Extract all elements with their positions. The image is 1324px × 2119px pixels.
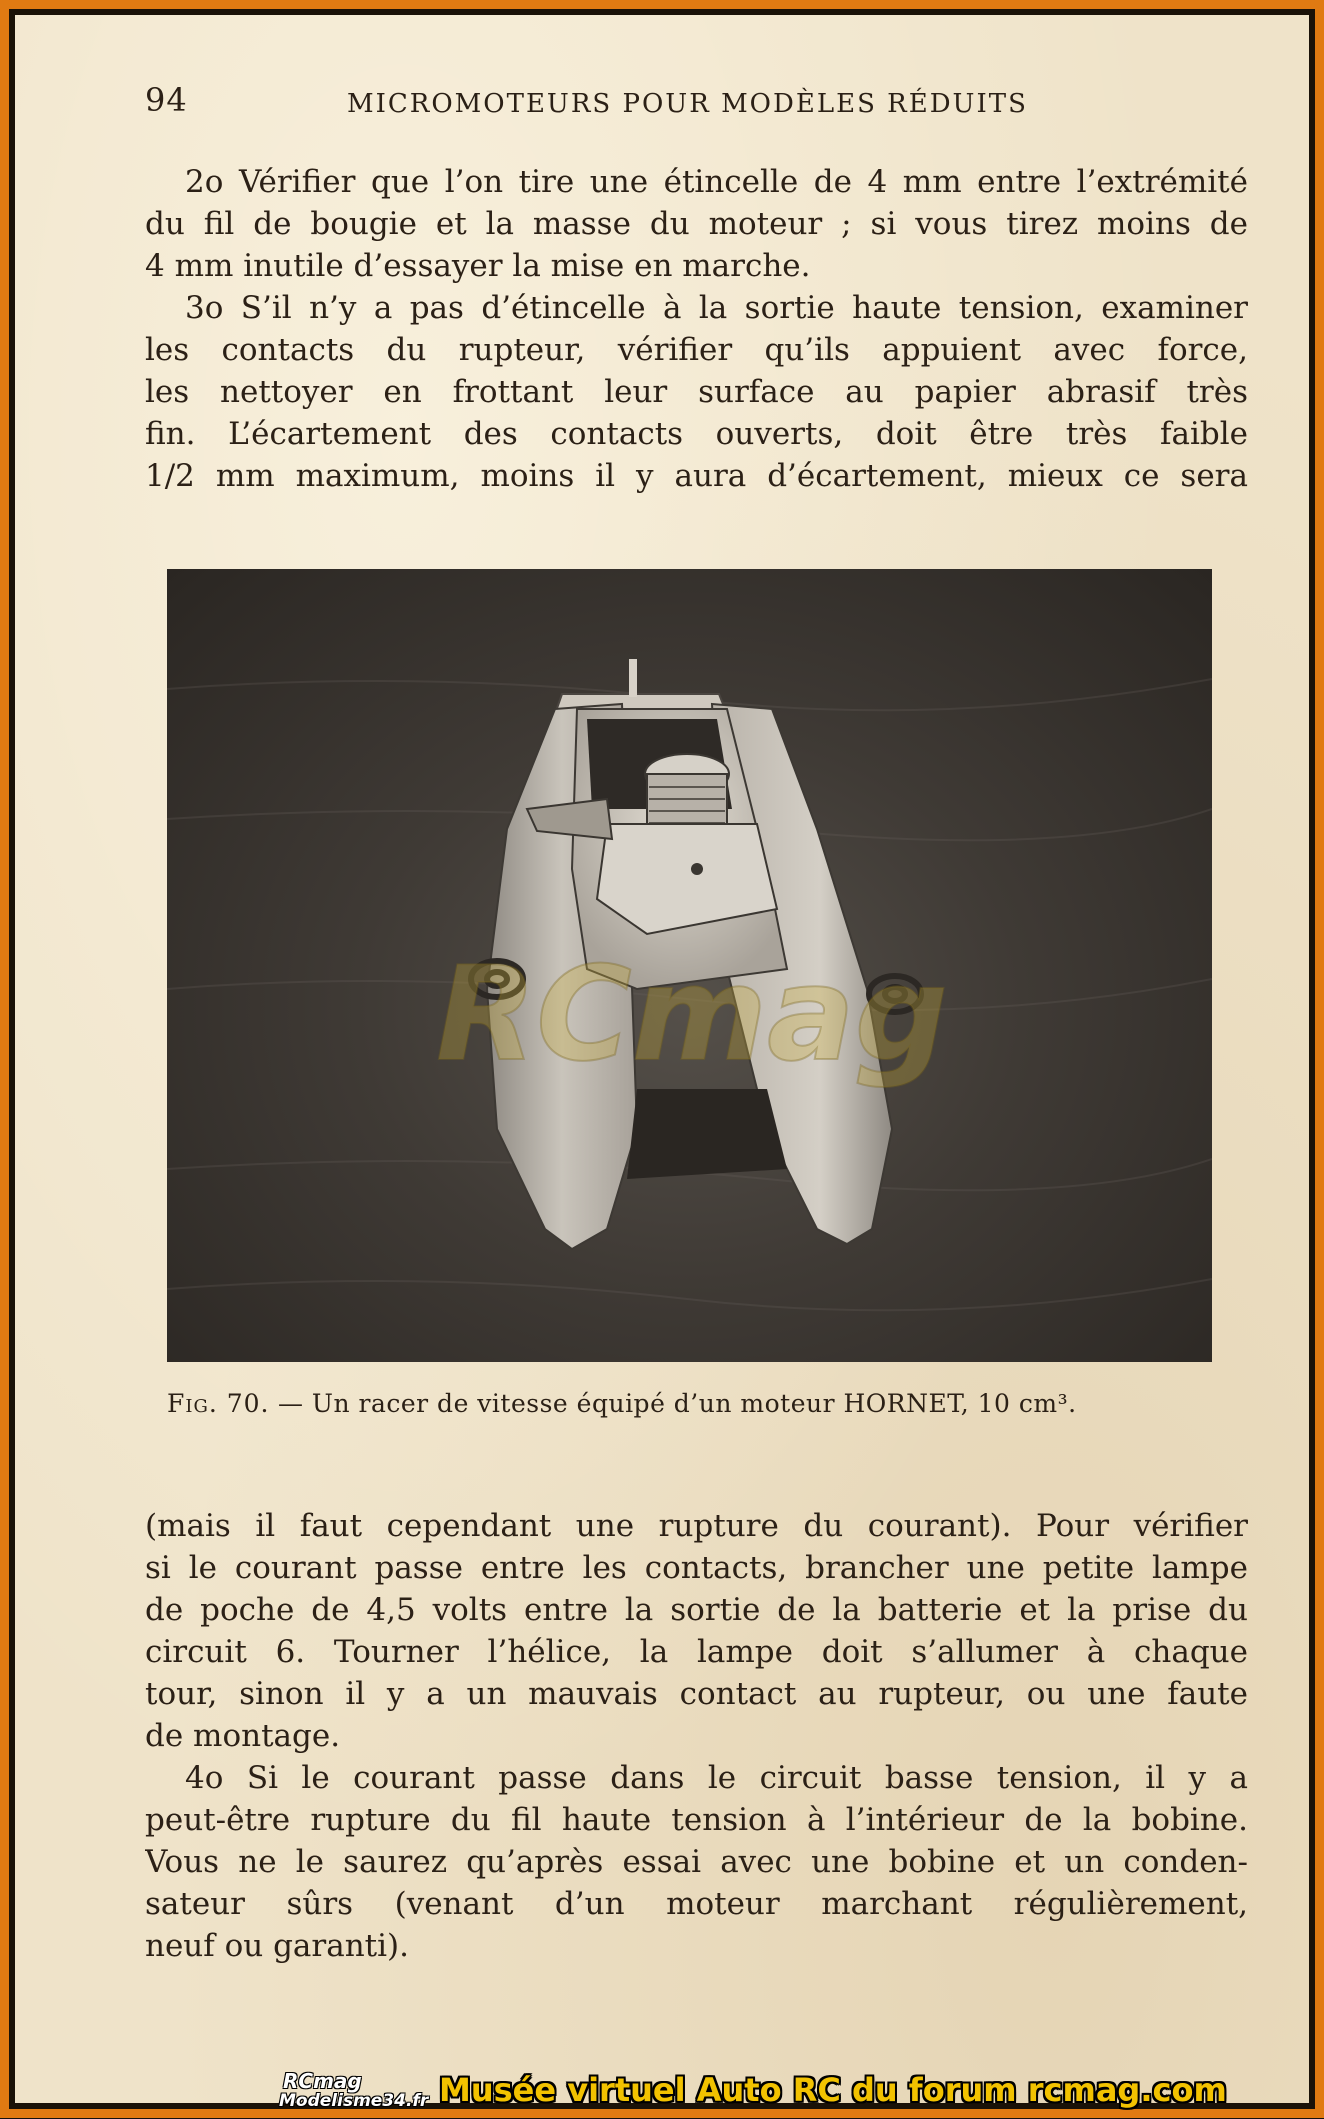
text-line: sateur sûrs (venant d’un moteur marchant régulièrement,	[145, 1886, 1248, 1922]
site-footer	[275, 2069, 1227, 2119]
racer-boat-illustration	[167, 569, 1212, 1362]
text-line: 4o Si le courant passe dans le circuit basse tension, il y a	[185, 1760, 1248, 1796]
book-page	[15, 15, 1309, 2111]
text-line: tour, sinon il y a un mauvais contact au rupteur, ou une faute	[145, 1676, 1248, 1712]
text-line: (mais il faut cependant une rupture du courant). Pour vérifier	[145, 1508, 1248, 1544]
footer-logo-bottom: Modelisme34.fr	[279, 2091, 429, 2111]
running-head: MICROMOTEURS POUR MODÈLES RÉDUITS	[347, 89, 1028, 119]
watermark-text: RCmag	[436, 938, 948, 1090]
text-line: neuf ou garanti).	[145, 1928, 409, 1964]
footer-banner: Musée virtuel Auto RC du forum rcmag.com	[439, 2071, 1227, 2109]
figure-label: Fig. 70.	[167, 1389, 270, 1418]
text-line: de montage.	[145, 1718, 341, 1754]
figure-caption	[167, 1389, 1267, 1418]
figure-photo	[167, 569, 1212, 1362]
text-line: du fil de bougie et la masse du moteur ; si vous tirez moins de	[145, 206, 1248, 242]
paragraphs-top	[145, 161, 1248, 497]
text-line: 1/2 mm maximum, moins il y aura d’écartement, mieux ce sera	[145, 458, 1248, 494]
figure-caption-text: — Un racer de vitesse équipé d’un moteur HORNET, 10 cm³.	[269, 1389, 1077, 1418]
text-line: si le courant passe entre les contacts, brancher une petite lampe	[145, 1550, 1248, 1586]
text-line: 2o Vérifier que l’on tire une étincelle de 4 mm entre l’extrémité	[185, 164, 1248, 200]
text-line: les contacts du rupteur, vérifier qu’ils appuient avec force,	[145, 332, 1248, 368]
page-header	[141, 77, 1219, 127]
footer-logo	[275, 2069, 429, 2115]
paragraphs-bottom	[145, 1505, 1248, 1967]
text-line: les nettoyer en frottant leur surface au papier abrasif très	[145, 374, 1248, 410]
text-line: Vous ne le saurez qu’après essai avec une bobine et un conden-	[145, 1844, 1248, 1880]
text-line: 3o S’il n’y a pas d’étincelle à la sortie haute tension, examiner	[185, 290, 1248, 326]
text-line: 4 mm inutile d’essayer la mise en marche.	[145, 248, 811, 284]
text-line: circuit 6. Tourner l’hélice, la lampe doit s’allumer à chaque	[145, 1634, 1248, 1670]
text-line: peut-être rupture du fil haute tension à l’intérieur de la bobine.	[145, 1802, 1248, 1838]
text-line: de poche de 4,5 volts entre la sortie de la batterie et la prise du	[145, 1592, 1248, 1628]
page-number: 94	[145, 81, 188, 119]
footer-logo-top: RCmag	[283, 2069, 362, 2093]
text-line: fin. L’écartement des contacts ouverts, doit être très faible	[145, 416, 1248, 452]
